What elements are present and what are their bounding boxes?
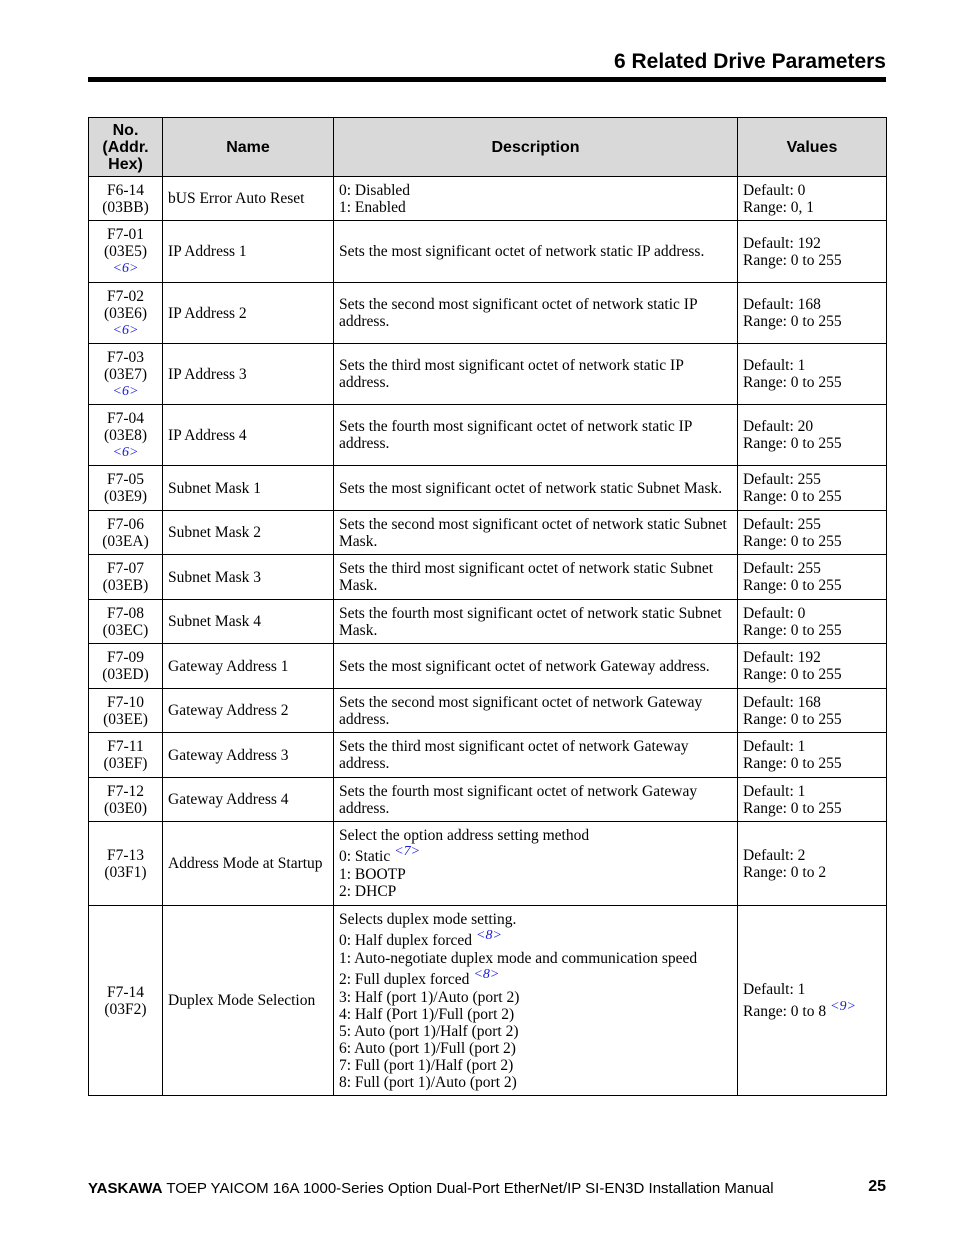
param-address: (03EF): [103, 755, 148, 772]
default-value: [743, 182, 881, 199]
param-description: [334, 822, 738, 906]
value-range: [743, 533, 881, 550]
param-address: (03BB): [102, 198, 149, 216]
param-name: IP Address 4: [163, 405, 334, 466]
param-values: [738, 177, 887, 221]
value-range: [743, 435, 881, 452]
default-value: [743, 471, 881, 488]
param-number-cell: [89, 689, 163, 733]
param-number-cell: [89, 283, 163, 344]
param-values: [738, 644, 887, 689]
value-text: Range: 0 to 255: [743, 755, 842, 772]
description-line: Sets the most significant octet of network Gateway address.: [339, 657, 710, 675]
default-value: [743, 605, 881, 622]
param-description: [334, 733, 738, 778]
value-range: [743, 199, 881, 216]
value-text: Default: 20: [743, 418, 814, 435]
param-name: IP Address 2: [163, 283, 334, 344]
param-number-cell: [89, 822, 163, 906]
table-row: [89, 405, 887, 466]
param-number-cell: [89, 644, 163, 689]
table-row: [89, 344, 887, 405]
value-text: Range: 0 to 255: [743, 532, 842, 550]
param-values: [738, 778, 887, 822]
description-intro: Selects duplex mode setting.: [339, 910, 517, 928]
param-description: [334, 511, 738, 555]
option-text: 3: Half (port 1)/Auto (port 2): [339, 988, 520, 1006]
param-number: F7-03: [106, 348, 145, 366]
description-line: 1: Enabled: [339, 198, 406, 216]
value-range: [743, 577, 881, 594]
param-number-cell: [89, 600, 163, 644]
default-value: [743, 357, 881, 374]
param-name: Address Mode at Startup: [163, 822, 334, 906]
value-text: Default: 0: [743, 181, 806, 199]
param-number: F7-10: [106, 693, 145, 711]
value-text: Range: 0 to 255: [743, 621, 842, 639]
param-description: [334, 221, 738, 283]
value-text: Default: 1: [743, 357, 806, 374]
param-number-cell: [89, 511, 163, 555]
param-address: (03F1): [104, 863, 147, 881]
value-text: Range: 0 to 255: [743, 374, 842, 391]
description-intro: Select the option address setting method: [339, 827, 590, 844]
param-number-cell: [89, 906, 163, 1096]
table-row: [89, 600, 887, 644]
param-number: F7-13: [106, 846, 145, 864]
param-number-cell: [89, 778, 163, 822]
value-range: [743, 711, 881, 728]
description-line: 0: Disabled: [339, 181, 411, 199]
header-name: Name: [163, 118, 334, 177]
option-text: 8: Full (port 1)/Auto (port 2): [339, 1073, 517, 1091]
description-option: [339, 927, 732, 950]
option-text: 1: BOOTP: [339, 866, 406, 883]
default-value: [743, 560, 881, 577]
value-text: Range: 0 to 255: [743, 251, 842, 269]
footnote-ref[interactable]: <9>: [830, 998, 856, 1014]
default-value: [743, 418, 881, 435]
value-range: [743, 313, 881, 330]
description-line: Sets the third most significant octet of network Gateway address.: [339, 738, 689, 772]
value-text: Range: 0 to 255: [743, 488, 842, 505]
description-line: Sets the most significant octet of network static IP address.: [339, 243, 705, 260]
description-option: [339, 989, 732, 1006]
default-value: [743, 235, 881, 252]
footnote-ref[interactable]: <6>: [112, 444, 139, 460]
param-number: F7-06: [106, 515, 145, 533]
param-description: [334, 466, 738, 511]
description-option: [339, 1074, 732, 1091]
description-option: [339, 844, 732, 866]
param-name: Gateway Address 2: [163, 689, 334, 733]
footnote-ref[interactable]: <8>: [473, 966, 500, 982]
table-row: [89, 221, 887, 283]
value-text: Default: 255: [743, 471, 821, 488]
description-option: [339, 950, 732, 967]
value-range: [743, 800, 881, 817]
value-text: Range: 0 to 255: [743, 435, 842, 452]
footnote-ref[interactable]: <7>: [394, 844, 421, 859]
page-number: 25: [868, 1178, 886, 1195]
value-text: Range: 0 to 255: [743, 799, 842, 817]
param-number-cell: [89, 555, 163, 600]
value-range: [743, 864, 881, 881]
value-text: Range: 0 to 255: [743, 577, 842, 594]
description-option: [339, 1057, 732, 1074]
param-address: (03ED): [102, 666, 149, 683]
default-value: [743, 981, 881, 998]
value-text: Range: 0 to 255: [743, 666, 842, 683]
param-address: (03EA): [102, 532, 149, 550]
value-text: Default: 1: [743, 782, 806, 800]
param-values: [738, 511, 887, 555]
param-name: bUS Error Auto Reset: [163, 177, 334, 221]
param-name: IP Address 3: [163, 344, 334, 405]
param-address: (03E0): [103, 799, 148, 817]
description-option: [339, 966, 732, 989]
param-number: F7-12: [106, 782, 145, 800]
param-number: F7-07: [106, 560, 145, 577]
option-text: 5: Auto (port 1)/Half (port 2): [339, 1022, 519, 1040]
table-row: [89, 733, 887, 778]
param-number: F7-02: [106, 287, 145, 305]
description-option: [339, 1040, 732, 1057]
param-name: Subnet Mask 3: [163, 555, 334, 600]
value-text: Default: 192: [743, 234, 821, 252]
param-description: [334, 778, 738, 822]
parameter-table: [88, 117, 887, 1096]
value-text: Default: 255: [743, 560, 821, 577]
option-text: 7: Full (port 1)/Half (port 2): [339, 1056, 514, 1074]
footer-manual-title: TOEP YAICOM 16A 1000-Series Option Dual-Port EtherNet/IP SI-EN3D Installation Manual: [162, 1180, 774, 1197]
default-value: [743, 694, 881, 711]
table-row: [89, 906, 887, 1096]
param-number-cell: [89, 405, 163, 466]
table-row: [89, 511, 887, 555]
param-values: [738, 689, 887, 733]
header-description: Description: [334, 118, 738, 177]
option-text: 2: DHCP: [339, 883, 397, 900]
value-range: [743, 374, 881, 391]
param-description: [334, 906, 738, 1096]
description-line: Sets the second most significant octet of network static IP address.: [339, 296, 698, 330]
footnote-ref[interactable]: <8>: [476, 927, 502, 943]
table-header-row: [89, 118, 887, 177]
param-name: Gateway Address 1: [163, 644, 334, 689]
param-values: [738, 283, 887, 344]
param-description: [334, 689, 738, 733]
param-description: [334, 283, 738, 344]
description-line: Sets the most significant octet of network static Subnet Mask.: [339, 479, 723, 497]
param-number-cell: [89, 177, 163, 221]
option-text: 0: Static: [339, 848, 391, 865]
page-section-title: 6 Related Drive Parameters: [614, 50, 886, 73]
param-name: IP Address 1: [163, 221, 334, 283]
default-value: [743, 783, 881, 800]
table-row: [89, 644, 887, 689]
option-text: 4: Half (Port 1)/Full (port 2): [339, 1005, 515, 1023]
default-value: [743, 738, 881, 755]
param-description: [334, 344, 738, 405]
param-values: [738, 733, 887, 778]
param-values: [738, 555, 887, 600]
default-value: [743, 516, 881, 533]
description-option: [339, 1023, 732, 1040]
param-values: [738, 906, 887, 1096]
value-text: Range: 0 to 2: [743, 863, 827, 881]
param-address: (03E6): [103, 304, 148, 322]
default-value: [743, 847, 881, 864]
param-values: [738, 405, 887, 466]
option-text: 2: Full duplex forced: [339, 970, 470, 988]
default-value: [743, 649, 881, 666]
table-row: [89, 283, 887, 344]
header-no: No. (Addr. Hex): [89, 118, 163, 177]
param-values: [738, 221, 887, 283]
description-option: [339, 866, 732, 883]
table-row: [89, 466, 887, 511]
param-name: Duplex Mode Selection: [163, 906, 334, 1096]
table-row: [89, 177, 887, 221]
value-text: Default: 0: [743, 604, 806, 622]
description-line: Sets the second most significant octet of network Gateway address.: [339, 693, 703, 728]
param-description: [334, 600, 738, 644]
value-text: Range: 0 to 255: [743, 710, 842, 728]
value-range: [743, 622, 881, 639]
param-number-cell: [89, 221, 163, 283]
table-row: [89, 555, 887, 600]
value-range: [743, 666, 881, 683]
param-number: F7-09: [106, 649, 145, 666]
table-row: [89, 778, 887, 822]
param-number: F7-08: [106, 604, 145, 622]
param-number: F7-14: [106, 983, 145, 1001]
footer-brand: YASKAWA: [88, 1180, 163, 1197]
option-text: 1: Auto-negotiate duplex mode and communication speed: [339, 949, 698, 967]
param-description: [334, 405, 738, 466]
default-value: [743, 296, 881, 313]
param-address: (03E9): [103, 488, 148, 505]
description-line: Sets the third most significant octet of network static IP address.: [339, 357, 684, 391]
param-number: F7-01: [106, 226, 145, 243]
param-address: (03E7): [103, 365, 148, 383]
param-name: Gateway Address 3: [163, 733, 334, 778]
description-line: Sets the second most significant octet of network static Subnet Mask.: [339, 515, 727, 550]
value-text: Default: 192: [743, 649, 821, 666]
table-row: [89, 689, 887, 733]
value-text: Default: 168: [743, 296, 821, 313]
footnote-ref[interactable]: <6>: [112, 383, 139, 399]
page-footer: [88, 1180, 886, 1197]
param-number-cell: [89, 733, 163, 778]
param-address: (03EC): [102, 621, 149, 639]
param-number: F7-11: [107, 738, 144, 755]
param-name: Subnet Mask 4: [163, 600, 334, 644]
value-text: Default: 1: [743, 738, 806, 755]
value-range: [743, 252, 881, 269]
param-name: Subnet Mask 2: [163, 511, 334, 555]
description-option: [339, 883, 732, 900]
footnote-ref[interactable]: <6>: [112, 322, 139, 338]
table-row: [89, 822, 887, 906]
option-text: 6: Auto (port 1)/Full (port 2): [339, 1039, 516, 1057]
param-number: F7-04: [106, 409, 145, 427]
value-text: Default: 1: [743, 980, 806, 998]
value-text: Default: 168: [743, 693, 821, 711]
description-line: Sets the third most significant octet of network static Subnet Mask.: [339, 560, 714, 594]
param-description: [334, 555, 738, 600]
param-name: Subnet Mask 1: [163, 466, 334, 511]
value-text: Range: 0 to 255: [743, 313, 842, 330]
param-address: (03EB): [102, 577, 149, 594]
value-text: Default: 2: [743, 846, 806, 864]
param-description: [334, 177, 738, 221]
param-number-cell: [89, 344, 163, 405]
footnote-ref[interactable]: <6>: [112, 261, 139, 276]
description-option: [339, 1006, 732, 1023]
param-values: [738, 344, 887, 405]
header-rule: [88, 77, 886, 82]
value-text: Default: 255: [743, 515, 821, 533]
option-text: 0: Half duplex forced: [339, 931, 472, 949]
param-number-cell: [89, 466, 163, 511]
description-line: Sets the fourth most significant octet of network static IP address.: [339, 418, 692, 452]
value-text: Range: 0, 1: [743, 198, 815, 216]
value-range: [743, 755, 881, 772]
param-name: Gateway Address 4: [163, 778, 334, 822]
value-range: [743, 488, 881, 505]
description-line: Sets the fourth most significant octet of network static Subnet Mask.: [339, 604, 722, 639]
param-address: (03E5): [103, 243, 148, 260]
param-address: (03F2): [104, 1000, 147, 1018]
header-values: Values: [738, 118, 887, 177]
param-description: [334, 644, 738, 689]
param-address: (03E8): [103, 426, 148, 444]
param-values: [738, 822, 887, 906]
param-number: F7-05: [106, 471, 145, 488]
value-range: [743, 998, 881, 1021]
value-text: Range: 0 to 8: [743, 1002, 827, 1020]
param-number: F6-14: [106, 181, 145, 199]
param-values: [738, 600, 887, 644]
param-address: (03EE): [103, 710, 148, 728]
param-values: [738, 466, 887, 511]
description-line: Sets the fourth most significant octet of network Gateway address.: [339, 782, 698, 817]
